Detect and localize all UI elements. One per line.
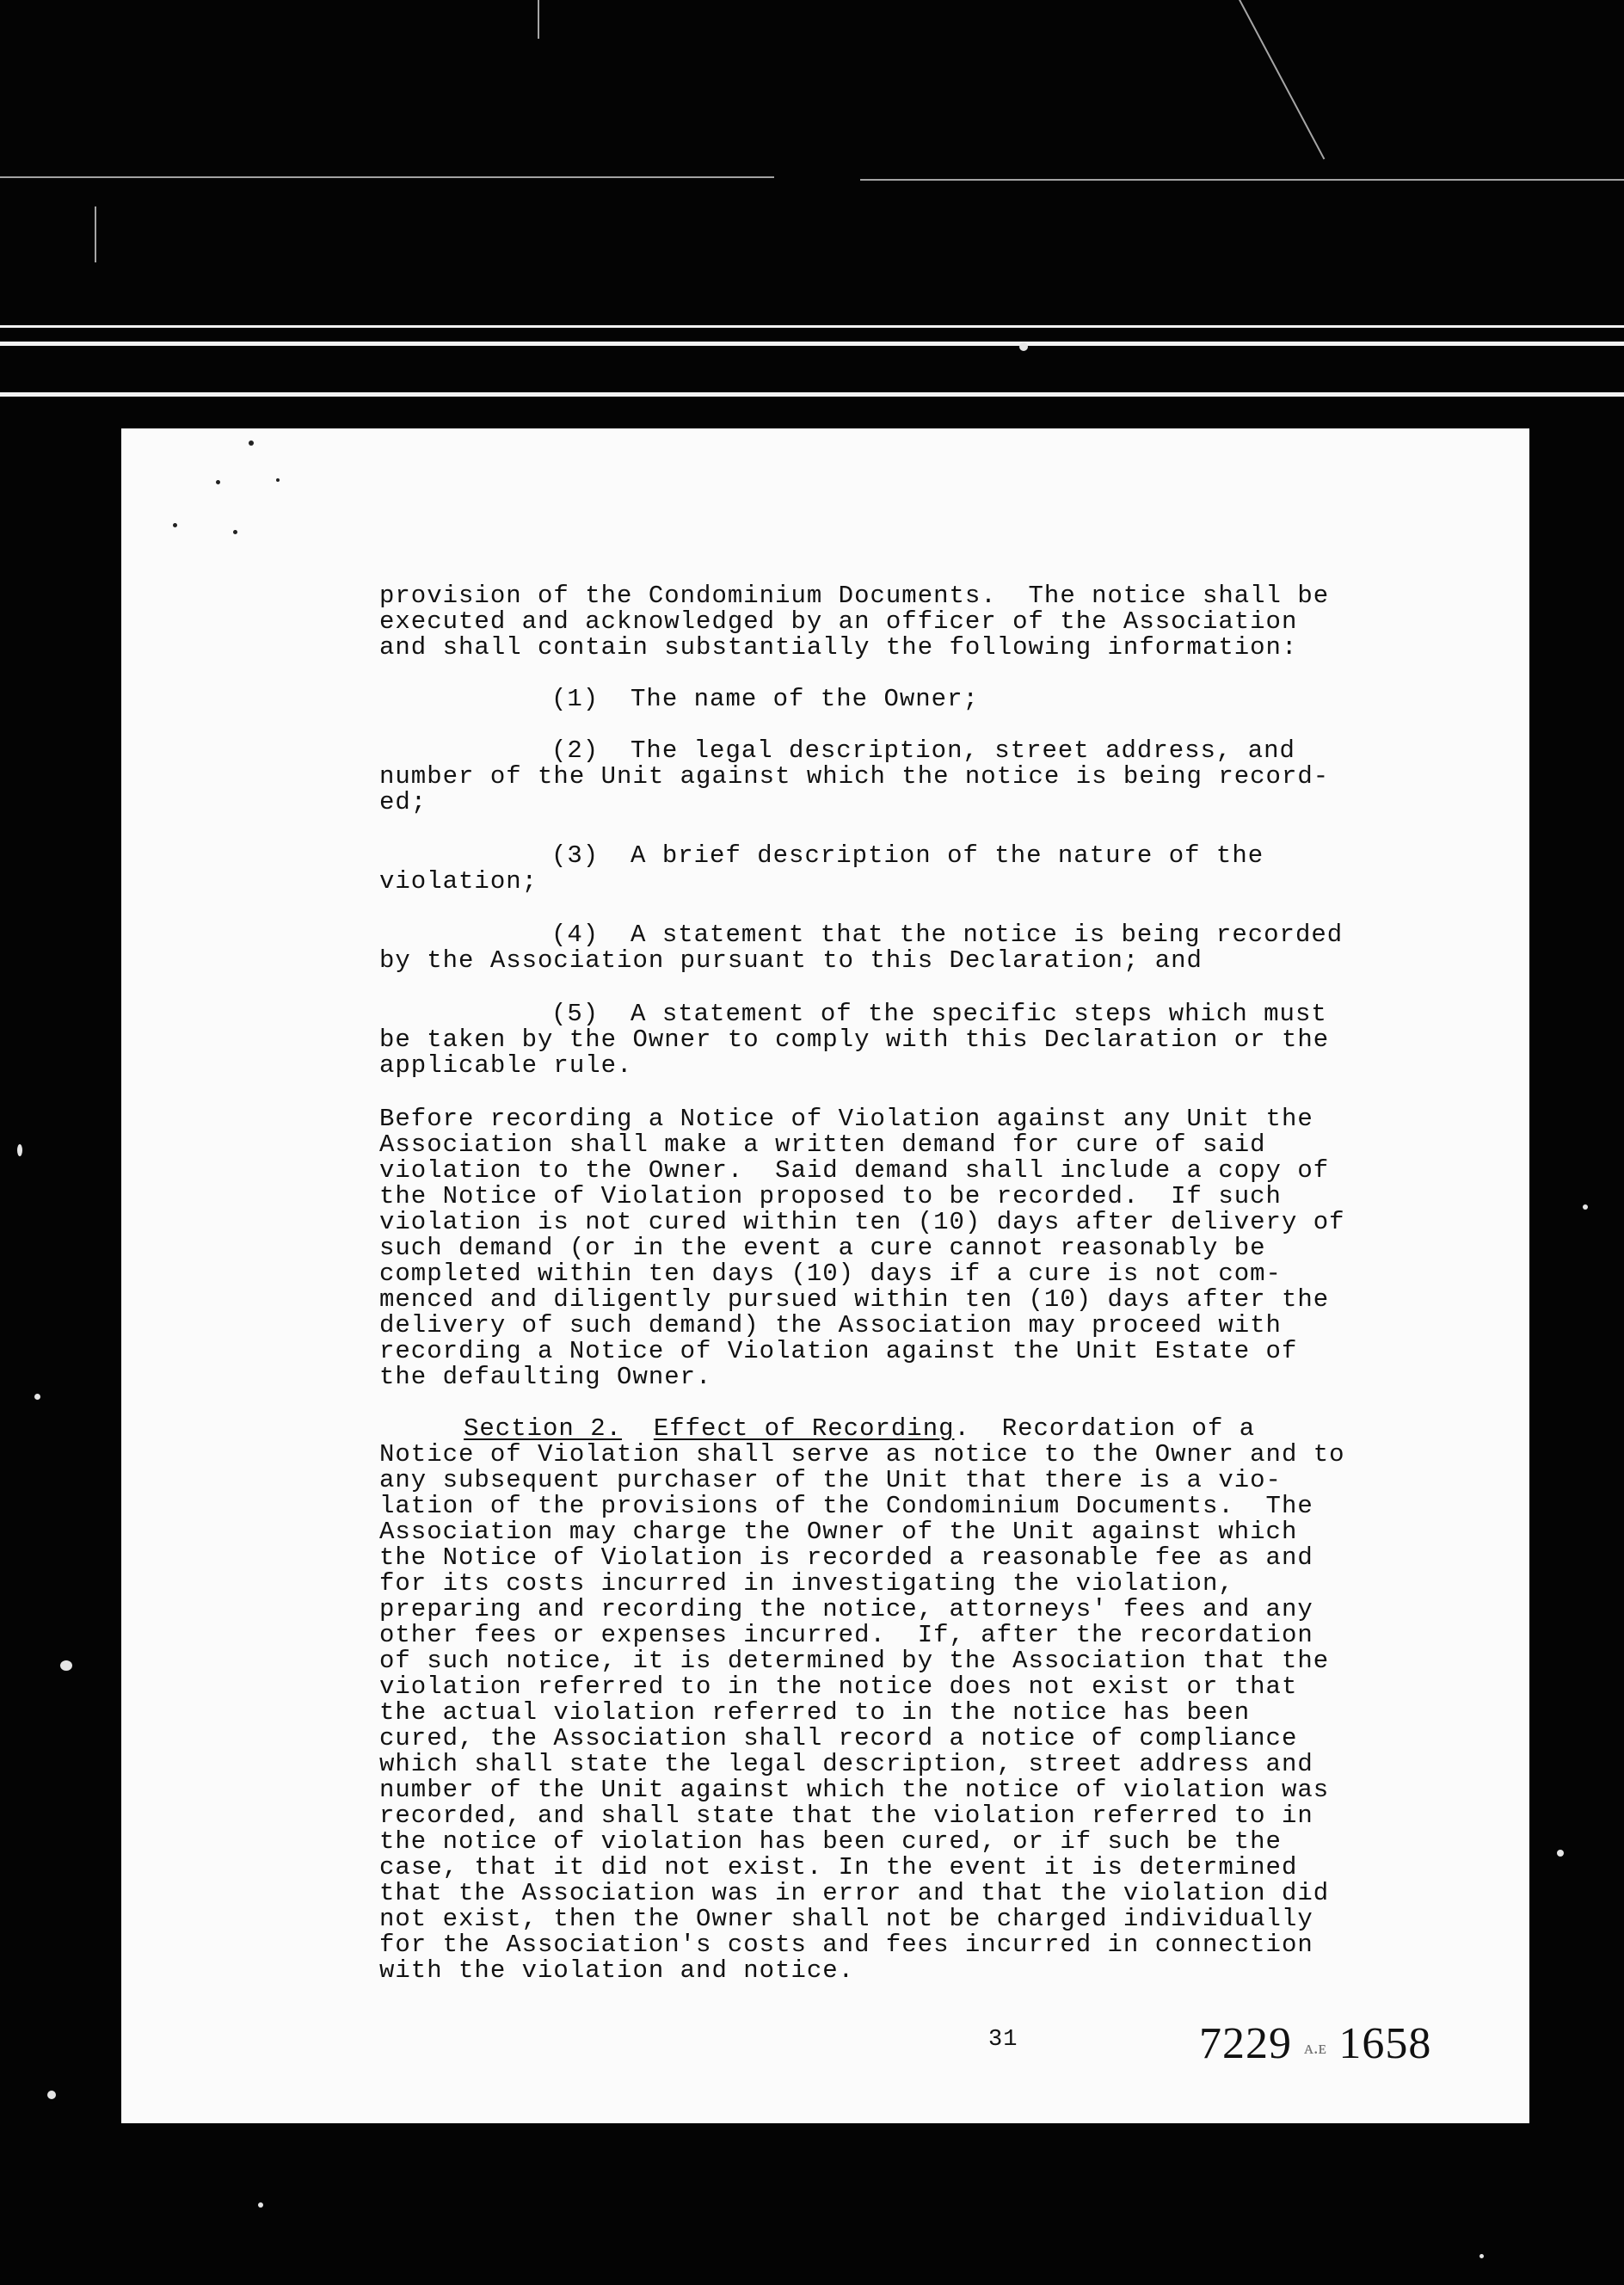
item-number: (1) xyxy=(551,685,600,713)
section-heading: Effect of Recording xyxy=(653,1414,955,1443)
text-line: the defaulting Owner. xyxy=(379,1363,712,1391)
intro-paragraph xyxy=(379,583,1523,661)
dust-speck xyxy=(47,2091,56,2099)
list-item xyxy=(379,1001,1523,1079)
dust-speck xyxy=(249,440,254,446)
before-recording-paragraph xyxy=(379,1106,1523,1390)
item-number: (2) xyxy=(551,736,600,765)
dust-speck xyxy=(1557,1850,1564,1857)
scan-streak xyxy=(95,206,96,262)
text-line: violation is not cured within ten (10) days after delivery of xyxy=(379,1208,1345,1236)
dust-speck xyxy=(60,1660,72,1671)
text-line: the actual violation referred to in the notice has been xyxy=(379,1698,1251,1727)
item-text: applicable rule. xyxy=(379,1051,633,1080)
section-heading-line xyxy=(379,1416,1523,1442)
dust-speck xyxy=(258,2202,263,2208)
text-line: lation of the provisions of the Condominium Documents. The xyxy=(379,1492,1313,1520)
section-heading-rest: . Recordation of a xyxy=(954,1414,1256,1443)
text-line: Association may charge the Owner of the Unit against which xyxy=(379,1518,1298,1546)
text-line: the Notice of Violation proposed to be recorded. If such xyxy=(379,1182,1282,1210)
item-text: be taken by the Owner to comply with this Declaration or the xyxy=(379,1025,1330,1054)
list-item xyxy=(379,738,1523,816)
dust-speck xyxy=(17,1144,22,1156)
item-text: The legal description, street address, and xyxy=(631,736,1295,765)
dust-speck xyxy=(276,478,280,482)
scan-band-bottom xyxy=(0,392,1624,397)
scan-streak xyxy=(538,0,539,39)
text-line: provision of the Condominium Documents. The notice shall be xyxy=(379,582,1330,610)
scan-streak xyxy=(1239,0,1325,159)
item-text: ed; xyxy=(379,788,428,816)
item-text: violation; xyxy=(379,867,538,896)
stamp-separator: ᴀ.ᴇ xyxy=(1304,2036,1327,2059)
text-line: executed and acknowledged by an officer of the Association xyxy=(379,607,1298,636)
scan-streak xyxy=(860,179,1624,181)
item-text: The name of the Owner; xyxy=(631,685,979,713)
scan-streak xyxy=(0,176,774,178)
text-line: which shall state the legal description, street address and xyxy=(379,1750,1313,1778)
text-line: violation to the Owner. Said demand shall include a copy of xyxy=(379,1156,1330,1185)
stamp-book: 7229 xyxy=(1199,2019,1292,2068)
text-line: recorded, and shall state that the violation referred to in xyxy=(379,1802,1313,1830)
text-line: delivery of such demand) the Association may proceed with xyxy=(379,1311,1282,1340)
dust-speck xyxy=(1019,342,1028,351)
dust-speck xyxy=(233,530,237,534)
document-page xyxy=(121,428,1529,2123)
text-line: any subsequent purchaser of the Unit that there is a vio- xyxy=(379,1466,1282,1494)
dust-speck xyxy=(173,523,177,527)
dust-speck xyxy=(34,1394,40,1400)
item-text: A brief description of the nature of the xyxy=(631,841,1264,870)
text-line: other fees or expenses incurred. If, after the recordation xyxy=(379,1621,1313,1649)
text-line: for the Association's costs and fees incurred in connection xyxy=(379,1931,1313,1959)
list-item xyxy=(379,687,1523,712)
text-line: violation referred to in the notice does not exist or that xyxy=(379,1672,1298,1701)
text-line: such demand (or in the event a cure cannot reasonably be xyxy=(379,1234,1266,1262)
section-2 xyxy=(379,1416,1523,1984)
text-line: preparing and recording the notice, attorneys' fees and any xyxy=(379,1595,1313,1623)
recording-stamp xyxy=(1199,2018,1431,2069)
scan-band-mid xyxy=(0,342,1624,346)
text-line: of such notice, it is determined by the Association that the xyxy=(379,1647,1330,1675)
item-number: (4) xyxy=(551,921,600,949)
item-number: (3) xyxy=(551,841,600,870)
text-line: for its costs incurred in investigating the violation, xyxy=(379,1569,1234,1598)
document-body xyxy=(379,583,1523,1984)
item-number: (5) xyxy=(551,1000,600,1028)
dust-speck xyxy=(1583,1204,1588,1210)
stamp-page: 1658 xyxy=(1338,2019,1432,2068)
text-line: and shall contain substantially the following information: xyxy=(379,633,1298,662)
text-line: case, that it did not exist. In the event it is determined xyxy=(379,1853,1298,1882)
text-line: cured, the Association shall record a notice of compliance xyxy=(379,1724,1298,1752)
item-text: A statement of the specific steps which must xyxy=(631,1000,1327,1028)
text-line: recording a Notice of Violation against the Unit Estate of xyxy=(379,1337,1298,1365)
text-line: with the violation and notice. xyxy=(379,1956,855,1985)
dust-speck xyxy=(1479,2254,1484,2258)
dust-speck xyxy=(216,480,220,484)
text-line: menced and diligently pursued within ten (10) days after the xyxy=(379,1285,1330,1314)
item-text: A statement that the notice is being recorded xyxy=(631,921,1344,949)
text-line: number of the Unit against which the notice of violation was xyxy=(379,1776,1330,1804)
text-line: completed within ten days (10) days if a cure is not com- xyxy=(379,1260,1282,1288)
scan-band-top xyxy=(0,325,1624,328)
list-item xyxy=(379,843,1523,895)
text-line: Notice of Violation shall serve as notice to the Owner and to xyxy=(379,1440,1345,1469)
section-number: Section 2. xyxy=(464,1414,623,1443)
list-item xyxy=(379,922,1523,974)
text-line: Before recording a Notice of Violation against any Unit the xyxy=(379,1105,1313,1133)
page-number: 31 xyxy=(988,2027,1018,2053)
text-line: not exist, then the Owner shall not be charged individually xyxy=(379,1905,1313,1933)
item-text: by the Association pursuant to this Declaration; and xyxy=(379,946,1203,975)
text-line: that the Association was in error and that the violation did xyxy=(379,1879,1330,1907)
text-line: the notice of violation has been cured, or if such be the xyxy=(379,1827,1282,1856)
item-text: number of the Unit against which the notice is being record- xyxy=(379,762,1330,791)
text-line: the Notice of Violation is recorded a reasonable fee as and xyxy=(379,1543,1313,1572)
text-line: Association shall make a written demand for cure of said xyxy=(379,1130,1266,1159)
